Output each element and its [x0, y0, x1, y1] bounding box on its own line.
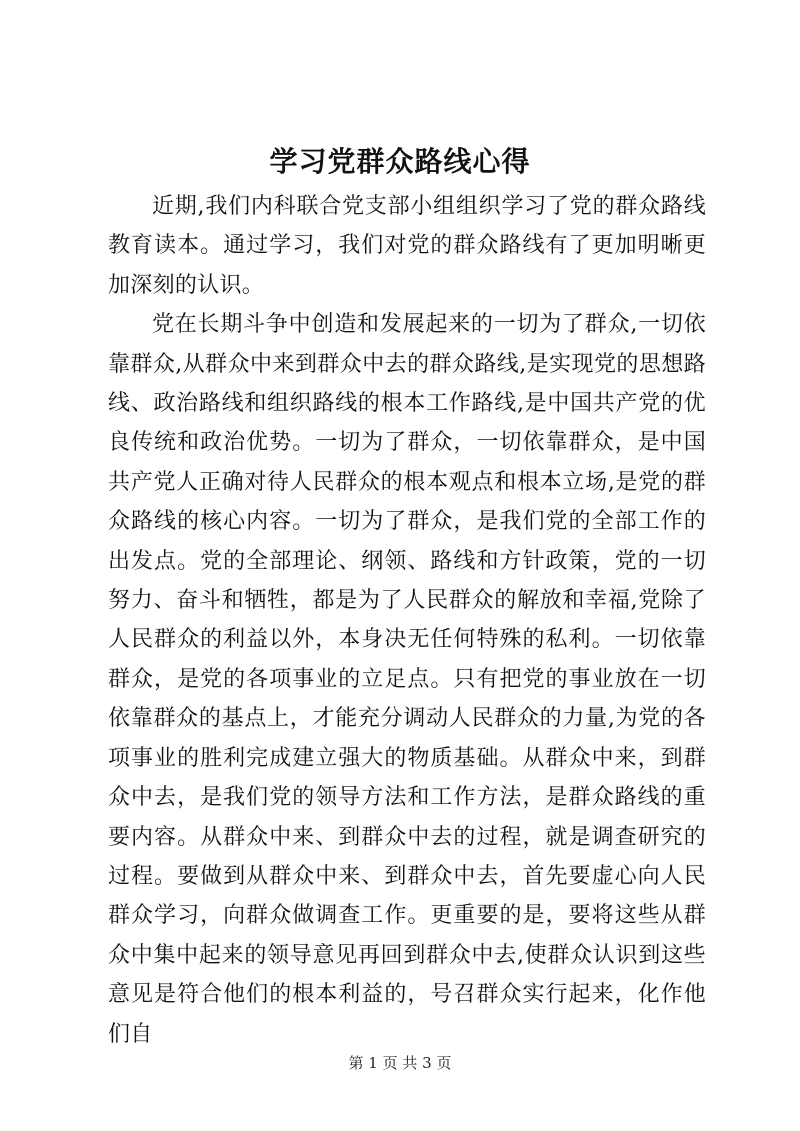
document-title: 学习党群众路线心得 [269, 145, 531, 178]
document-body [108, 187, 706, 1054]
paragraph-2: 党在长期斗争中创造和发展起来的一切为了群众,一切依靠群众,从群众中来到群众中去的群众路线,是实现党的思想路线、政治路线和组织路线的根本工作路线,是中国共产党的优良传统和政治优势。一切为了群众，一切依靠群众，是中国共产党人正确对待人民群众的根本观点和根本立场,是党的群众路线的核心内容。一切为了群众，是我们党的全部工作的出发点。党的全部理论、纲领、路线和方针政策，党的一切努力、奋斗和牺牲，都是为了人民群众的解放和幸福,党除了人民群众的利益以外，本身决无任何特殊的私利。一切依靠群众，是党的各项事业的立足点。只有把党的事业放在一切依靠群众的基点上，才能充分调动人民群众的力量,为党的各项事业的胜利完成建立强大的物质基础。从群众中来，到群众中去，是我们党的领导方法和工作方法，是群众路线的重要内容。从群众中来、到群众中去的过程，就是调查研究的过程。要做到从群众中来、到群众中去，首先要虚心向人民群众学习，向群众做调查工作。更重要的是，要将这些从群众中集中起来的领导意见再回到群众中去,使群众认识到这些意见是符合他们的根本利益的，号召群众实行起来，化作他们自 [108, 312, 706, 1047]
page-footer: 第 1 页 共 3 页 [348, 1054, 452, 1072]
paragraph-1: 近期,我们内科联合党支部小组组织学习了党的群众路线教育读本。通过学习，我们对党的群众路线有了更加明晰更加深刻的认识。 [108, 194, 706, 298]
